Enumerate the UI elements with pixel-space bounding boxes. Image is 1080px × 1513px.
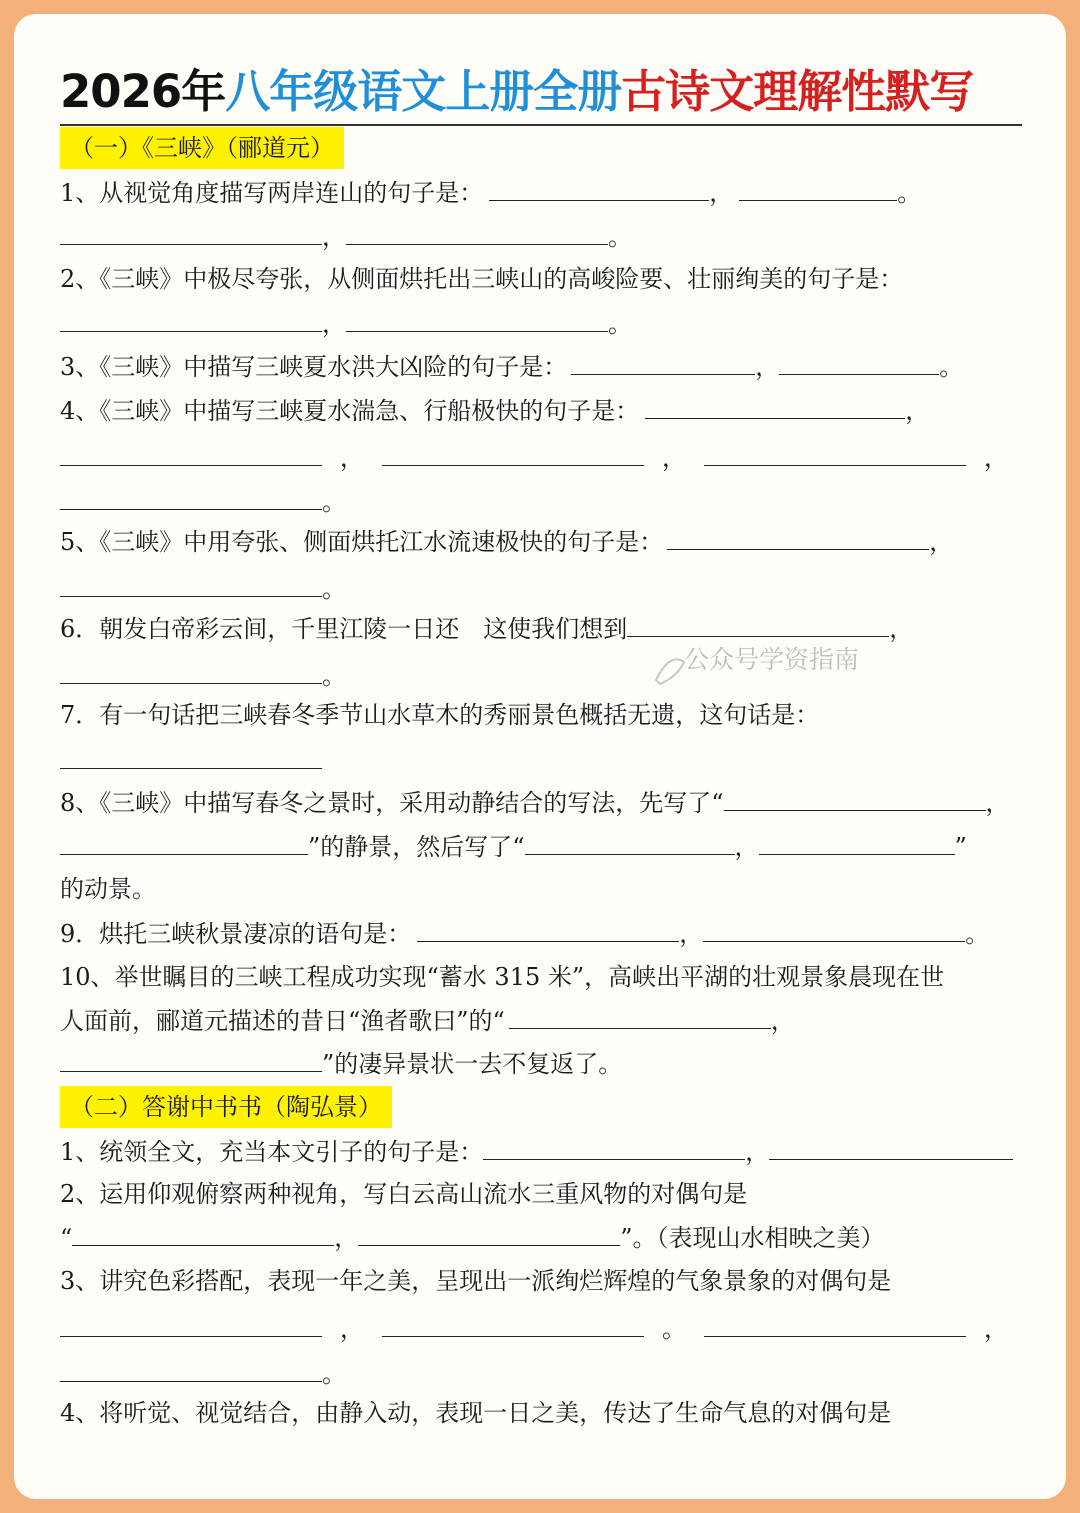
answer-blank[interactable] — [779, 346, 939, 375]
answer-blank[interactable] — [60, 216, 322, 245]
answer-blank[interactable] — [769, 1131, 1013, 1160]
watermark-text: 公众号学资指南 — [684, 645, 860, 674]
question-2-3-cont: ， 。 ， — [60, 1308, 1008, 1348]
answer-blank[interactable] — [60, 1308, 322, 1337]
question-1-5: 5、《三峡》中用夸张、侧面烘托江水流速极快的句子是： ， — [60, 521, 953, 561]
answer-blank[interactable] — [525, 826, 735, 855]
answer-blank[interactable] — [346, 303, 608, 332]
question-2-3: 3、讲究色彩搭配，表现一年之美，呈现出一派绚烂辉煌的气象景象的对偶句是 — [60, 1267, 892, 1295]
question-1-9: 9．烘托三峡秋景凄凉的语句是： ， 。 — [60, 913, 989, 953]
question-2-4: 4、将听觉、视觉结合，由静入动，表现一日之美，传达了生命气息的对偶句是 — [60, 1399, 892, 1427]
question-1-7-cont — [60, 740, 322, 780]
section-heading-2: （二）答谢中书书（陶弘景） — [60, 1086, 392, 1128]
question-1-5-cont: 。 — [60, 568, 346, 608]
answer-blank[interactable] — [483, 1131, 745, 1160]
answer-blank[interactable] — [704, 1308, 966, 1337]
question-1-8-tail: 的动景。 — [60, 875, 156, 903]
question-1-2-cont: ， 。 — [60, 303, 632, 343]
question-1-4-cont: ， ， ， — [60, 437, 1008, 477]
answer-blank[interactable] — [346, 216, 608, 245]
question-1-6: 6．朝发白帝彩云间，千里江陵一日还 这使我们想到 ， — [60, 608, 913, 648]
answer-blank[interactable] — [571, 346, 755, 375]
answer-blank[interactable] — [72, 1217, 334, 1246]
answer-blank[interactable] — [358, 1217, 620, 1246]
question-1-4: 4、《三峡》中描写三峡夏水湍急、行船极快的句子是： ， — [60, 390, 929, 430]
page-title — [60, 62, 1025, 122]
answer-blank[interactable] — [60, 437, 322, 466]
answer-blank[interactable] — [60, 826, 308, 855]
question-2-3-cont2: 。 — [60, 1353, 346, 1393]
title-grade: 八年级语文上册全册 — [225, 65, 622, 118]
question-1-1-cont: ， 。 — [60, 216, 632, 256]
question-1-6-cont: 。 — [60, 655, 346, 695]
answer-blank[interactable] — [704, 437, 966, 466]
question-1-3: 3、《三峡》中描写三峡夏水洪大凶险的句子是： ， 。 — [60, 346, 963, 386]
question-1-8-cont: ”的静景，然后写了“ ， ” — [60, 826, 967, 866]
question-1-2: 2、《三峡》中极尽夸张，从侧面烘托出三峡山的高峻险要、壮丽绚美的句子是： — [60, 265, 904, 293]
title-year: 2026年 — [60, 65, 226, 118]
answer-blank[interactable] — [759, 826, 955, 855]
answer-blank[interactable] — [60, 481, 322, 510]
question-1-10: 10、举世瞩目的三峡工程成功实现“蓄水 315 米”，高峡出平湖的壮观景象晨现在世 — [60, 963, 945, 991]
answer-blank[interactable] — [382, 1308, 644, 1337]
answer-blank[interactable] — [724, 782, 986, 811]
answer-blank[interactable] — [627, 608, 889, 637]
question-2-1: 1、统领全文，充当本文引子的句子是： ， — [60, 1131, 1013, 1171]
answer-blank[interactable] — [645, 390, 905, 419]
answer-blank[interactable] — [60, 1353, 322, 1382]
answer-blank[interactable] — [60, 568, 322, 597]
answer-blank[interactable] — [382, 437, 644, 466]
question-2-2: 2、运用仰观俯察两种视角，写白云高山流水三重风物的对偶句是 — [60, 1180, 748, 1208]
answer-blank[interactable] — [417, 913, 679, 942]
title-divider — [60, 124, 1022, 126]
answer-blank[interactable] — [739, 172, 897, 201]
answer-blank[interactable] — [60, 303, 322, 332]
question-1-8: 8、《三峡》中描写春冬之景时，采用动静结合的写法，先写了“ ， — [60, 782, 1010, 822]
question-1-7: 7．有一句话把三峡春冬季节山水草木的秀丽景色概括无遗，这句话是： — [60, 701, 820, 729]
section-heading-1: （一）《三峡》（郦道元） — [60, 127, 344, 169]
answer-blank[interactable] — [60, 740, 322, 769]
answer-blank[interactable] — [703, 913, 965, 942]
answer-blank[interactable] — [60, 1043, 322, 1072]
answer-blank[interactable] — [60, 655, 322, 684]
answer-blank[interactable] — [667, 521, 929, 550]
title-topic: 古诗文理解性默写 — [621, 65, 974, 118]
question-1-10-cont2: ”的凄异景状一去不复返了。 — [60, 1043, 622, 1083]
question-1-4-cont2: 。 — [60, 481, 346, 521]
question-1-1: 1、从视觉角度描写两岸连山的句子是： ， 。 — [60, 172, 921, 212]
question-1-10-cont: 人面前，郦道元描述的昔日“渔者歌曰”的“ ， — [60, 1000, 795, 1040]
question-2-2-cont: “ ， ”。（表现山水相映之美） — [60, 1217, 885, 1257]
answer-blank[interactable] — [509, 1000, 771, 1029]
answer-blank[interactable] — [489, 172, 709, 201]
